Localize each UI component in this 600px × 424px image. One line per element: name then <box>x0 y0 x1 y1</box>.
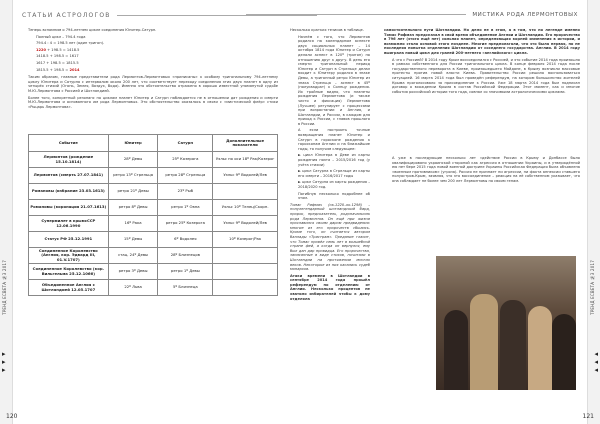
right-header-label: МИСТИКА РОДА ЛЕРМОНТОВЫХ <box>472 12 578 18</box>
right-spine-text: ТРЕНД ЕСВЕТА №3 2017 <box>590 260 595 315</box>
right-col3-lower <box>384 156 580 186</box>
table-cell: ретро 3º Девы <box>108 264 158 280</box>
col2-p1: Несколько кратких тезисов в таблице. <box>290 28 364 32</box>
table-cell: ретро 8º Девы <box>108 200 158 216</box>
historical-photo <box>436 256 576 390</box>
right-col3 <box>384 28 580 96</box>
table-row <box>29 200 278 216</box>
col2-p2: Начнём с того, что Лермонтов родился на календарном аспекте двух социальных планет – 14 октября 1814 года Юпитер и Сатурн делали аспект в 120º (тригон) по отношению друг к другу. В день его смерти тригональный период Юпитер и Сатурн в Стрельце делал входит к Юпитеру родился в знаке Девы, а тригонный ретро Юпитер из знака Стрельца – аспект в 45º (полуквадрат) к Солнцу рождения. Их тройные видно, что планеты рождения Лермонтова (и также чисто и фиксация) Лермонтова (Лучшее) регулирует с процессами при возрастании и Англия, и Шотландии, и России, в каждом для приход к России, с главов прошлого в России. <box>298 34 370 126</box>
table-cell: Уэльс по оси 18º Рак/Козерог <box>213 152 278 168</box>
table-cell: стац. 24º Девы <box>108 248 158 264</box>
table-cell <box>213 248 278 264</box>
table-cell: 6º Водолея <box>158 232 213 248</box>
table-row <box>29 248 278 264</box>
table-event-cell: Романовы (коронация 21.07.1613) <box>29 200 109 216</box>
col3-p1: самостоятельного пути Шотландии. Но дело не в этом, а в том, что по легенде именно Томас Рифмач предсказал в свой время объединение Англии и Шотландии. Его пророчество в 796 лет (этого ещё нет) сильная планет, определяющая корней изменения в истории, и возможно стало основой этого позднее. Многие предполагали, что это была первая, но не последняя попытка отделения Шотландии от соседнего государства. Англии. В 2014 году выиграла новый цикл для граней 200-летнего «английского» цикла. <box>384 28 580 55</box>
table-cell: Уэльс 10º Телец/Скорп. <box>213 200 278 216</box>
table-cell: Уэльс 9º Водолей/Лев <box>213 216 278 232</box>
left-col2 <box>290 28 370 303</box>
table-event-cell: Соединенное Королевство (Англия, кор. Эдвард III, 01.V.1707) <box>29 248 109 264</box>
table-cell: 25º Козерога <box>158 152 213 168</box>
right-page-number: 121 <box>582 413 594 420</box>
col2-p6: ► цикл Сатурна из карты рождения – 2018/2020 год. <box>298 180 370 189</box>
table-cell: 5º Близнеца <box>158 280 213 296</box>
table-header-row <box>29 135 278 152</box>
calc-line-1: 1220 + 198.5 = 1418.5 <box>36 47 80 52</box>
table-event-cell: Романовы (избрание 23.03.1613) <box>29 184 109 200</box>
col2-p9: Атаки времени в Шотландии в сентябре 2014 года прошёл референдум по отделению от Англии. Несколько процентов не хватило избирателей чтобы к дому отделяла <box>290 273 370 301</box>
table-row <box>29 232 278 248</box>
table-header-cell: Юпитер <box>108 135 158 152</box>
col3-p3: А уже в последующие несколько лет «действие России в Крыму и Донбассе было квалифицировано украинской стороной как агрессия в отношении Украины, и в утверждённой ею нет бере 2015 года новой военной доктрине Украины Российская Федерация была объявлена «военным противником» (угроза). Россия не признает ни агрессии, ни факта аннексии ставшего полуостров-Крым, заявляя, что это воссоединение – реакция на её собственном указывает, что она соблюдает не более чем 200 лет Лермонтовы по своим генам. <box>392 156 580 183</box>
calc-line-3: 1617 + 198.5 = 1815.5 <box>36 60 79 65</box>
calc-line-4: 1815.5 + 198.5 = 2014 <box>36 67 80 72</box>
table-row <box>29 168 278 184</box>
calc-line-2: 1418.5 + 198.5 = 1617 <box>36 54 79 59</box>
table-event-cell: Соединенное Королевство (кор. Вильгельма 25.12.1066) <box>29 264 109 280</box>
table-cell <box>213 264 278 280</box>
table-row <box>29 280 278 296</box>
table-row <box>29 152 278 168</box>
table-cell: 22º Льва <box>108 280 158 296</box>
cycle-line-1: Полный цикл – 794.4 года <box>36 34 86 39</box>
table-cell: ретро 25º Козерога <box>158 216 213 232</box>
left-arrows-icon: ▸ ▸ ▸ <box>2 350 6 374</box>
table-cell: ретро 1º Девы <box>158 264 213 280</box>
left-page-number: 120 <box>6 413 18 420</box>
table-cell: 16º Рака <box>108 216 158 232</box>
table-cell: 28º Близнецов <box>158 248 213 264</box>
left-spine-text: ТРЕНД ЕСВЕТА №3 2017 <box>2 260 7 315</box>
table-cell <box>213 184 278 200</box>
table-row <box>29 264 278 280</box>
table-header-cell: Сатурн <box>158 135 213 152</box>
col2-p7: Погибнув несколько подробнее об этом. <box>298 191 370 201</box>
table-cell <box>213 280 278 296</box>
table-cell: 28º Девы <box>108 152 158 168</box>
right-page-header <box>246 12 578 18</box>
table-cell: ретро 28º Стрельца <box>158 168 213 184</box>
table-event-cell: Лермонтов (смерть 27.07.1841) <box>29 168 109 184</box>
table-cell: ретро 21º Девы <box>108 184 158 200</box>
col2-p4: ► цикл Юпитера в Деве из карты рождения поэта – 2015/2016 год (у учёта стихии) <box>298 153 370 167</box>
paragraph-1: Таким образом, главные представители рода Лермонтов-Лермонтовых «приписаны» к особому тригональному 794-летнему циклу Юпитера и Сатурна с интервалом около 200 лет, что соответствует переходу соединения этих двух планет в одну из четырёх стихий (Огонь, Земля, Воздух, Вода). Именно это обстоятельство отражено в хорошо известной упомянутой судьбе М.Ю.Лермонтова с Россией и Шотландией. <box>28 75 278 93</box>
col3-p2: А что с Россией? В 2014 году Крым воссоединился с Россией, и это событие 2014 года произошло в рамках собственного для России тригонального цикла. В конце февраля 2014 года после государственного переворота в Киеве, произошедшего Майдане, в Крыму возникли массовые протесты против новой власти Киева. Правительство России решило воспользоваться ситуацией. 16 марта 2014 года был проведён референдум, на котором большинство жителей Крыма проголосовало за присоединение к России. Уже 18 марта 2014 года был подписан договор о вхождении Крыма в состав Российской Федерации. Этот момент, как и многие события российской истории того года, совпал со значимыми астрологическими циклами. <box>392 57 580 94</box>
cycle-line-2: 794.4 : 4 = 198.5 лет (один тригон). <box>36 41 105 46</box>
table-event-cell: Лермонтов (рождение 15.10.1814) <box>29 152 109 168</box>
table-row <box>29 216 278 232</box>
table-cell: ретро 1º Овна <box>158 200 213 216</box>
table-cell: 10º Козерог/Рак <box>213 232 278 248</box>
right-arrows-icon: ◂ ◂ ◂ <box>594 350 598 374</box>
col2-p5: ► цикл Сатурна в Стрельце из карты его смерти – 2016/2017 годы <box>298 169 370 178</box>
left-header-label: СТАТЬИ АСТРОЛОГОВ <box>22 12 111 19</box>
table-header-cell: Дополнительные показатели <box>213 135 278 152</box>
table-cell: Уэльс 9º Водолей/Лев <box>213 168 278 184</box>
intro-text: Теперь вспомним о 794-летнем цикле соединения Юпитер-Сатурн. <box>28 28 157 32</box>
col2-p8: Томас Рифмач (ок.1220–ок.1298) – полулегендарный шотландский бард, пророк, предсказатель, родоначальник рода Лермонтов. Он ещё при жизни прославился своим даром предвидения: многие из его пророчеств сбылись. Кроме того, он считается автором баллады «Тристрам». Предание гласит, что Томас провёл семь лет в волшебной стране фей, а когда он вернулся, ему был дан дар провидца. Его пророчества, записанные в виде стихов, почитали в Шотландии на протяжении многих веков. Некоторые из них касались судеб монархов. <box>290 202 370 272</box>
paragraph-2: Более того, конкретный резонанс по циклам планет Юпитер и Сатурн наблюдается не в отношении дат рождения и смерти М.Ю.Лермонтова и основанного им рода Лермонтовых. Это обстоятельство оказалось в связи с «мистический флёр» стихи «Рыцарь Лермонтова». <box>28 95 278 109</box>
table-header-cell: Событие <box>29 135 109 152</box>
table-event-cell: Объединенное Англия с Шотландией 12.05.1707 <box>29 280 109 296</box>
table-event-cell: Статус РФ 25.12.1991 <box>29 232 109 248</box>
table-cell: 23º Рыб <box>158 184 213 200</box>
col2-p3: А если построить точные возвращения планет Юпитер и Сатурн в гороскопе рождения к гороскопам Англии и на ближайшие годы, то получим следующее: <box>298 128 370 151</box>
table-event-cell: Супермилет в крымсССР 12.06.1990 <box>29 216 109 232</box>
table-cell: 15º Девы <box>108 232 158 248</box>
left-intro-block <box>28 28 278 111</box>
cycles-table <box>28 134 278 296</box>
table-cell: ретро 13º Стрельца <box>108 168 158 184</box>
table-row <box>29 184 278 200</box>
